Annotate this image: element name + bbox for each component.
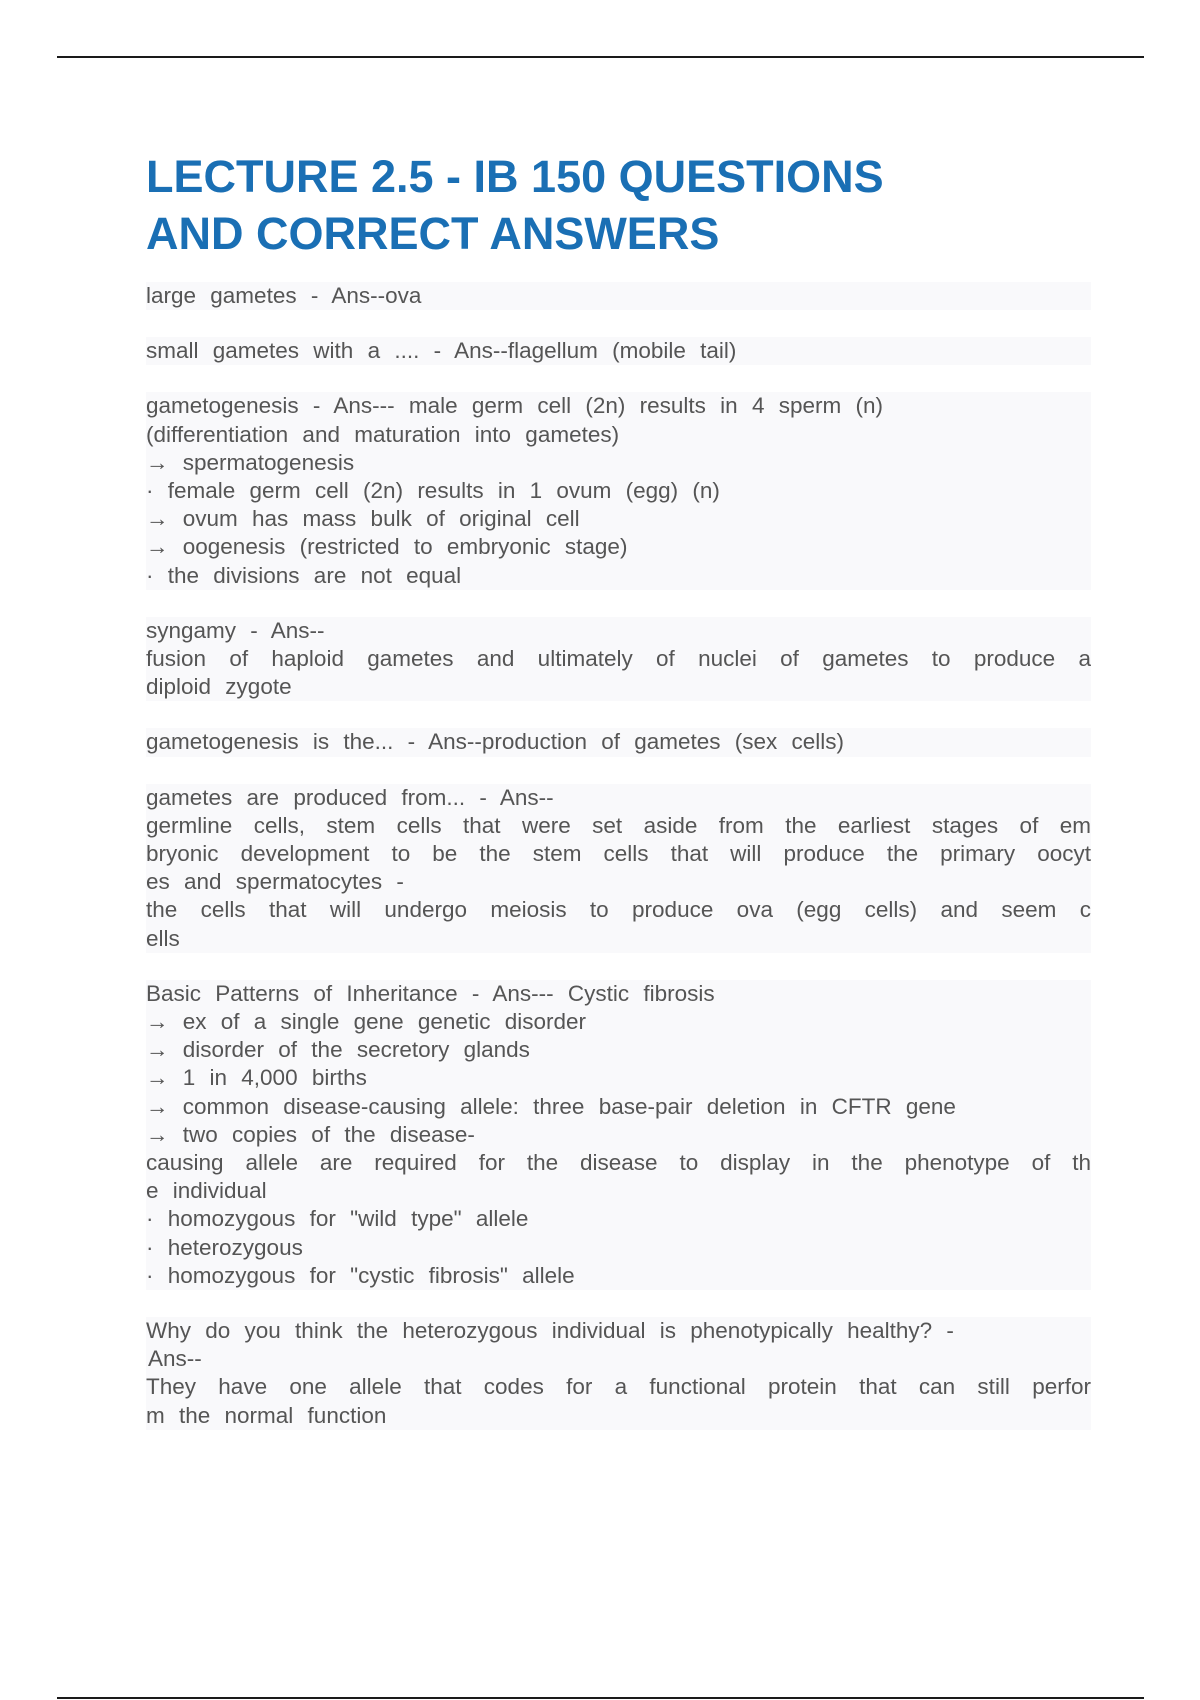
entry-line: Why do you think the heterozygous individual is phenotypically healthy? - [146,1317,1091,1345]
entry-line: · heterozygous [146,1234,1091,1262]
entry-line: diploid zygote [146,673,1091,701]
entry-line: e individual [146,1177,1091,1205]
entry-line: Basic Patterns of Inheritance - Ans--- Cystic fibrosis [146,980,1091,1008]
entry-line: They have one allele that codes for a functional protein that can still perfor [146,1373,1091,1401]
entry-line: gametogenesis is the... - Ans--production of gametes (sex cells) [146,728,1091,756]
title-line: AND CORRECT ANSWERS [146,208,720,259]
entry-line: syngamy - Ans-- [146,617,1091,645]
entry-line: → ovum has mass bulk of original cell [146,505,1091,533]
qa-entry [146,1317,1091,1430]
qa-entry [146,617,1091,702]
entry-line: → oogenesis (restricted to embryonic stage) [146,533,1091,561]
entry-line: Ans-- [146,1345,1091,1373]
qa-entry [146,980,1091,1290]
entry-line: m the normal function [146,1402,1091,1430]
bottom-rule [57,1697,1144,1699]
entry-line: fusion of haploid gametes and ultimately of nuclei of gametes to produce a [146,645,1091,673]
entry-line: · homozygous for "cystic fibrosis" allele [146,1262,1091,1290]
qa-entry [146,728,1091,756]
qa-entry [146,784,1091,953]
entry-line: the cells that will undergo meiosis to produce ova (egg cells) and seem c [146,896,1091,924]
entry-line: gametogenesis - Ans--- male germ cell (2n) results in 4 sperm (n) [146,392,1091,420]
entry-line: → ex of a single gene genetic disorder [146,1008,1091,1036]
qa-entry [146,282,1091,310]
entry-line: → disorder of the secretory glands [146,1036,1091,1064]
top-rule [57,56,1144,58]
entry-line: · homozygous for "wild type" allele [146,1205,1091,1233]
qa-list [146,282,1091,1457]
entry-line: bryonic development to be the stem cells that will produce the primary oocyt [146,840,1091,868]
qa-entry [146,392,1091,589]
title-line: LECTURE 2.5 - IB 150 QUESTIONS [146,151,884,202]
entry-line: · the divisions are not equal [146,562,1091,590]
entry-line: → 1 in 4,000 births [146,1064,1091,1092]
entry-line: germline cells, stem cells that were set aside from the earliest stages of em [146,812,1091,840]
entry-line: small gametes with a .... - Ans--flagellum (mobile tail) [146,337,1091,365]
entry-line: causing allele are required for the disease to display in the phenotype of th [146,1149,1091,1177]
entry-line: · female germ cell (2n) results in 1 ovum (egg) (n) [146,477,1091,505]
entry-line: gametes are produced from... - Ans-- [146,784,1091,812]
entry-line: → two copies of the disease- [146,1121,1091,1149]
entry-line: large gametes - Ans--ova [146,282,1091,310]
entry-line: → common disease-causing allele: three base-pair deletion in CFTR gene [146,1093,1091,1121]
entry-line: (differentiation and maturation into gametes) [146,421,1091,449]
qa-entry [146,337,1091,365]
entry-line: → spermatogenesis [146,449,1091,477]
page-title [146,148,1126,262]
entry-line: es and spermatocytes - [146,868,1091,896]
entry-line: ells [146,925,1091,953]
